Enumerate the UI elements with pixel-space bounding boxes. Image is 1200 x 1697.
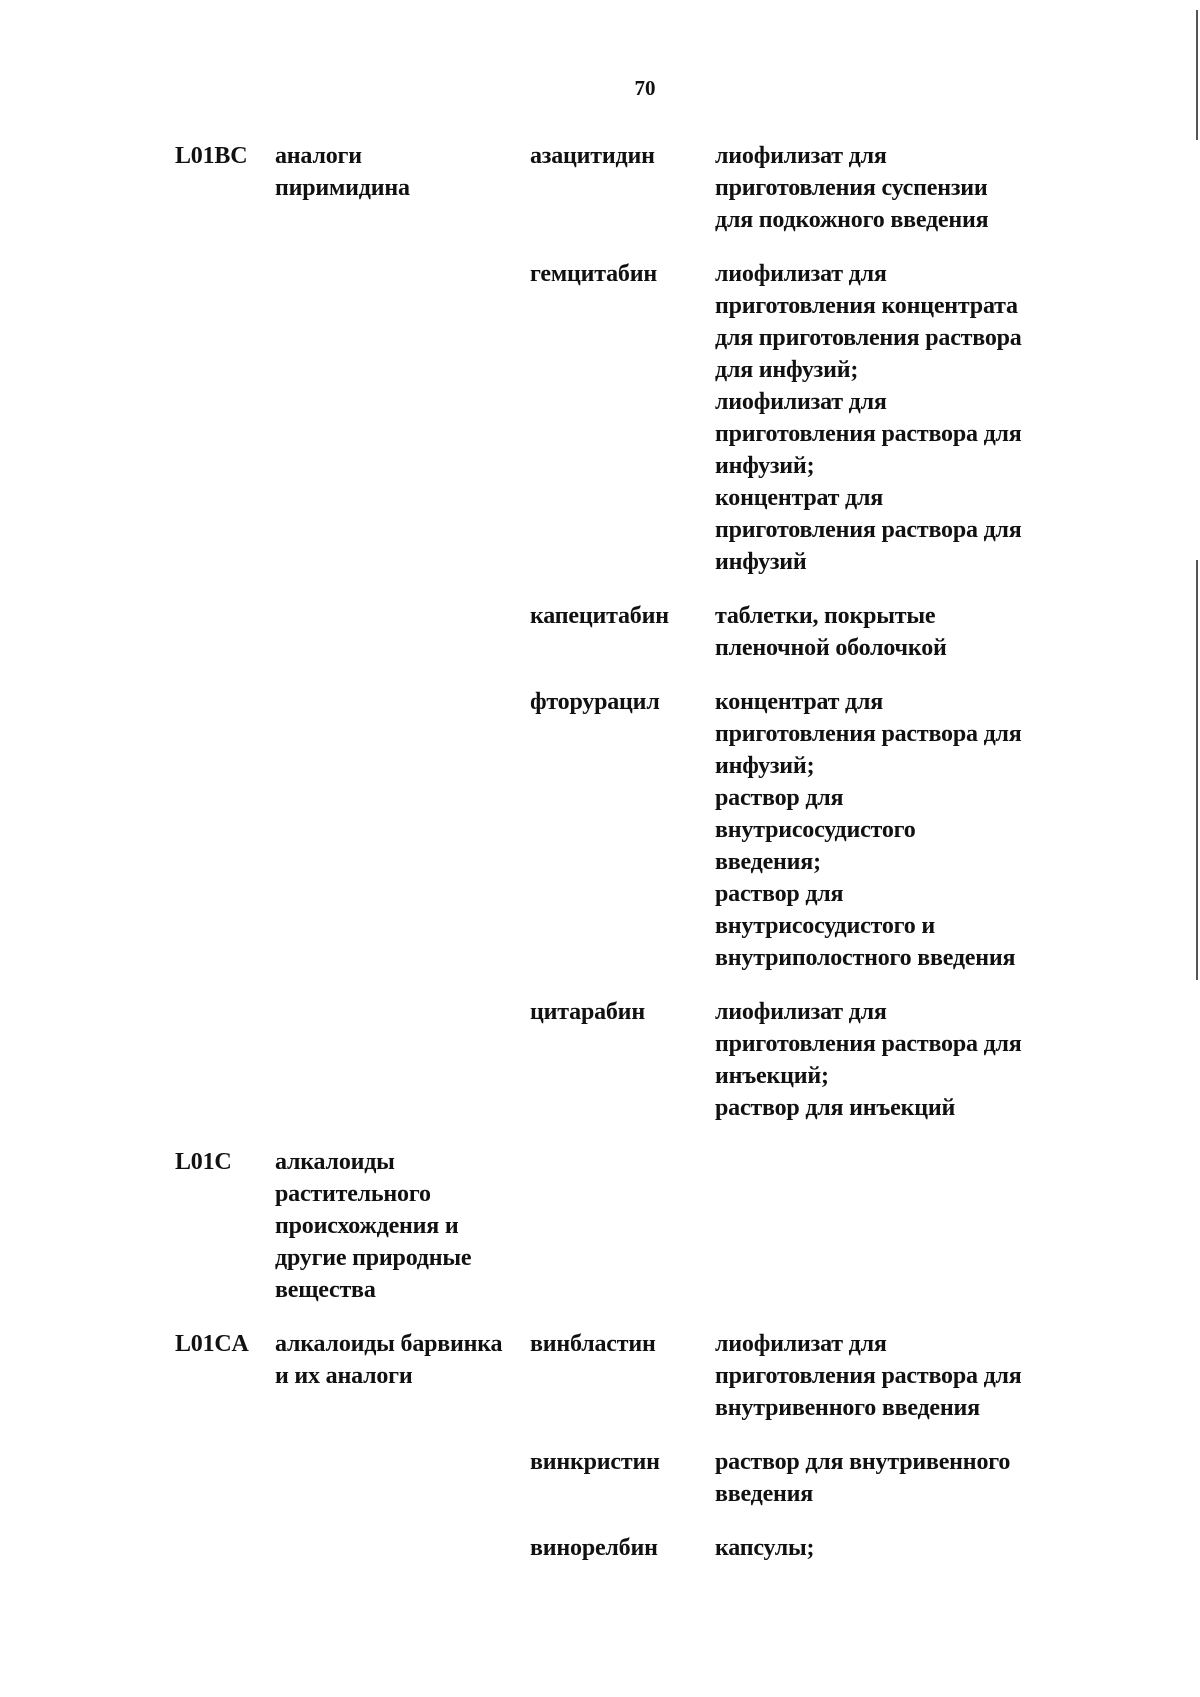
group-name: алкалоиды барвинка и их аналоги xyxy=(275,1331,503,1389)
dosage-form-line: для приготовления раствора xyxy=(715,325,1022,351)
drug-name: винорелбин xyxy=(530,1535,658,1561)
dosage-forms xyxy=(715,600,1065,664)
dosage-form-line: внутривенного введения xyxy=(715,1395,980,1421)
dosage-form-line: введения; xyxy=(715,849,821,875)
dosage-forms xyxy=(715,1532,1065,1564)
table-row xyxy=(0,1146,1200,1306)
dosage-form-line: инъекций; xyxy=(715,1063,829,1089)
dosage-form-line: приготовления раствора для xyxy=(715,1363,1022,1389)
dosage-form-line: лиофилизат для xyxy=(715,389,887,415)
dosage-form-line: внутрисосудистого и xyxy=(715,913,935,939)
dosage-form-line: раствор для инъекций xyxy=(715,1095,956,1121)
table-row xyxy=(0,996,1200,1124)
dosage-form-line: инфузий xyxy=(715,549,807,575)
dosage-form-line: приготовления раствора для xyxy=(715,517,1022,543)
drug-name: фторурацил xyxy=(530,689,660,715)
dosage-form-line: лиофилизат для xyxy=(715,999,887,1025)
table-row xyxy=(0,686,1200,974)
dosage-forms xyxy=(715,686,1065,974)
dosage-form-line: введения xyxy=(715,1481,814,1507)
dosage-form-line: концентрат для xyxy=(715,485,884,511)
dosage-form-line: внутриполостного введения xyxy=(715,945,1016,971)
dosage-form-line: инфузий; xyxy=(715,753,815,779)
dosage-form-line: раствор для xyxy=(715,785,844,811)
dosage-form-line: приготовления раствора для xyxy=(715,721,1022,747)
dosage-form-line: приготовления суспензии xyxy=(715,175,988,201)
dosage-form-line: пленочной оболочкой xyxy=(715,635,947,661)
table-row xyxy=(0,1446,1200,1510)
drug-table xyxy=(0,140,1200,1564)
drug-name: капецитабин xyxy=(530,603,669,629)
dosage-form-line: внутрисосудистого xyxy=(715,817,916,843)
table-row xyxy=(0,140,1200,236)
dosage-form-line: лиофилизат для xyxy=(715,1331,887,1357)
dosage-form-line: лиофилизат для xyxy=(715,261,887,287)
dosage-form-line: лиофилизат для xyxy=(715,143,887,169)
dosage-form-line: инфузий; xyxy=(715,453,815,479)
drug-name: винкристин xyxy=(530,1449,660,1475)
dosage-form-line: для подкожного введения xyxy=(715,207,989,233)
page-number: 70 xyxy=(634,76,656,100)
drug-name: азацитидин xyxy=(530,143,655,169)
atc-code: L01C xyxy=(175,1149,232,1175)
dosage-form-line: раствор для xyxy=(715,881,844,907)
table-row xyxy=(0,1328,1200,1424)
dosage-form-line: капсулы; xyxy=(715,1535,815,1561)
dosage-form-line: раствор для внутривенного xyxy=(715,1449,1011,1475)
drug-name: гемцитабин xyxy=(530,261,657,287)
group-name: алкалоиды растительного происхождения и другие природные вещества xyxy=(275,1149,472,1303)
dosage-form-line: таблетки, покрытые xyxy=(715,603,936,629)
table-row xyxy=(0,600,1200,664)
dosage-forms xyxy=(715,996,1065,1124)
dosage-form-line: для инфузий; xyxy=(715,357,859,383)
atc-code: L01BC xyxy=(175,143,248,169)
group-name: аналоги пиримидина xyxy=(275,143,410,201)
table-row xyxy=(0,1532,1200,1564)
atc-code: L01CA xyxy=(175,1331,249,1357)
dosage-forms xyxy=(715,258,1065,578)
drug-name: цитарабин xyxy=(530,999,645,1025)
dosage-forms xyxy=(715,1328,1065,1424)
dosage-form-line: приготовления концентрата xyxy=(715,293,1018,319)
dosage-form-line: приготовления раствора для xyxy=(715,421,1022,447)
scan-edge-mark xyxy=(1196,560,1198,980)
dosage-forms xyxy=(715,140,1065,236)
dosage-form-line: концентрат для xyxy=(715,689,884,715)
dosage-form-line: приготовления раствора для xyxy=(715,1031,1022,1057)
drug-name: винбластин xyxy=(530,1331,656,1357)
scan-edge-mark xyxy=(1196,10,1198,140)
table-row xyxy=(0,258,1200,578)
dosage-forms xyxy=(715,1446,1065,1510)
